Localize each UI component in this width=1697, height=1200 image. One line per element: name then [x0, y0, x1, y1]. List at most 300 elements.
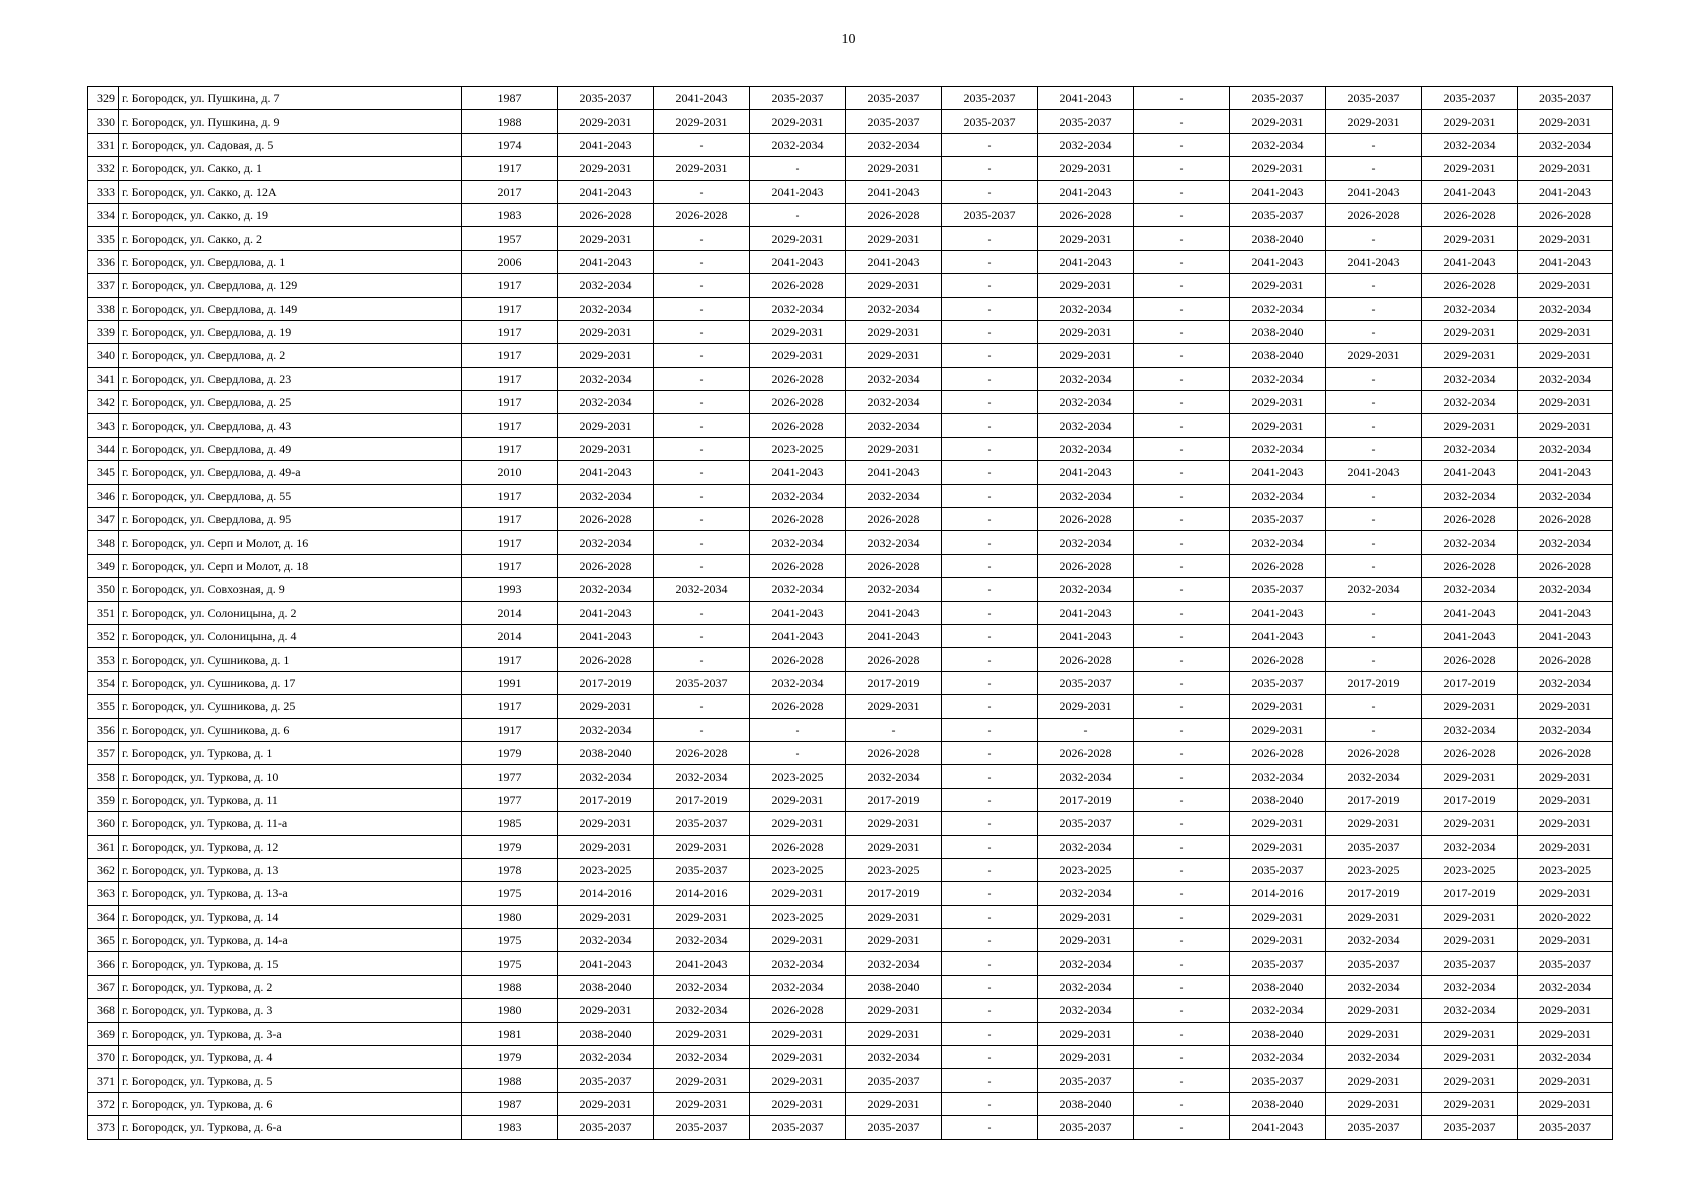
work-period-3-cell: 2032-2034: [750, 297, 846, 320]
work-period-4-cell: 2038-2040: [846, 975, 942, 998]
work-period-4-cell: 2029-2031: [846, 812, 942, 835]
work-period-5-cell: -: [942, 1069, 1038, 1092]
work-period-11-cell: 2029-2031: [1518, 1022, 1613, 1045]
work-period-6-cell: 2032-2034: [1038, 414, 1134, 437]
work-period-3-cell: 2026-2028: [750, 695, 846, 718]
work-period-11-cell: 2029-2031: [1518, 344, 1613, 367]
table-row: [88, 414, 1613, 437]
row-number-cell: 331: [88, 133, 119, 156]
row-number-cell: 369: [88, 1022, 119, 1045]
work-period-7-cell: -: [1134, 905, 1230, 928]
work-period-5-cell: -: [942, 180, 1038, 203]
work-period-6-cell: 2026-2028: [1038, 203, 1134, 226]
work-period-2-cell: -: [654, 274, 750, 297]
work-period-2-cell: 2035-2037: [654, 812, 750, 835]
work-period-3-cell: 2026-2028: [750, 999, 846, 1022]
work-period-2-cell: -: [654, 461, 750, 484]
work-period-3-cell: -: [750, 718, 846, 741]
work-period-11-cell: 2029-2031: [1518, 157, 1613, 180]
work-period-7-cell: -: [1134, 297, 1230, 320]
work-period-9-cell: -: [1326, 437, 1422, 460]
work-period-5-cell: -: [942, 227, 1038, 250]
work-period-9-cell: 2041-2043: [1326, 250, 1422, 273]
table-row: [88, 554, 1613, 577]
work-period-7-cell: -: [1134, 1069, 1230, 1092]
work-period-9-cell: -: [1326, 648, 1422, 671]
work-period-5-cell: -: [942, 718, 1038, 741]
work-period-1-cell: 2032-2034: [558, 929, 654, 952]
work-period-5-cell: -: [942, 297, 1038, 320]
house-address-cell: г. Богородск, ул. Пушкина, д. 7: [119, 87, 462, 110]
work-period-2-cell: 2014-2016: [654, 882, 750, 905]
work-period-1-cell: 2029-2031: [558, 320, 654, 343]
row-number-cell: 341: [88, 367, 119, 390]
table-row: [88, 1069, 1613, 1092]
table-row: [88, 250, 1613, 273]
work-period-8-cell: 2038-2040: [1230, 1022, 1326, 1045]
work-period-2-cell: -: [654, 648, 750, 671]
house-address-cell: г. Богородск, ул. Серп и Молот, д. 18: [119, 554, 462, 577]
work-period-6-cell: 2029-2031: [1038, 905, 1134, 928]
house-address-cell: г. Богородск, ул. Свердлова, д. 25: [119, 391, 462, 414]
work-period-9-cell: 2032-2034: [1326, 975, 1422, 998]
work-period-4-cell: 2029-2031: [846, 929, 942, 952]
work-period-2-cell: -: [654, 531, 750, 554]
work-period-1-cell: 2014-2016: [558, 882, 654, 905]
work-period-10-cell: 2041-2043: [1422, 461, 1518, 484]
table-row: [88, 531, 1613, 554]
work-period-5-cell: -: [942, 367, 1038, 390]
work-period-10-cell: 2035-2037: [1422, 952, 1518, 975]
work-period-3-cell: 2032-2034: [750, 484, 846, 507]
work-period-7-cell: -: [1134, 391, 1230, 414]
work-period-2-cell: 2041-2043: [654, 952, 750, 975]
work-period-1-cell: 2026-2028: [558, 508, 654, 531]
work-period-7-cell: -: [1134, 975, 1230, 998]
work-period-3-cell: 2029-2031: [750, 320, 846, 343]
work-period-8-cell: 2014-2016: [1230, 882, 1326, 905]
work-period-7-cell: -: [1134, 1116, 1230, 1139]
work-period-2-cell: 2029-2031: [654, 905, 750, 928]
work-period-11-cell: 2029-2031: [1518, 274, 1613, 297]
work-period-5-cell: -: [942, 320, 1038, 343]
work-period-4-cell: -: [846, 718, 942, 741]
house-address-cell: г. Богородск, ул. Сушникова, д. 17: [119, 671, 462, 694]
work-period-9-cell: -: [1326, 508, 1422, 531]
work-period-11-cell: 2041-2043: [1518, 250, 1613, 273]
work-period-5-cell: -: [942, 812, 1038, 835]
work-period-3-cell: 2032-2034: [750, 578, 846, 601]
work-period-9-cell: 2029-2031: [1326, 1069, 1422, 1092]
work-period-11-cell: 2032-2034: [1518, 578, 1613, 601]
work-period-5-cell: -: [942, 133, 1038, 156]
table-row: [88, 975, 1613, 998]
work-period-10-cell: 2026-2028: [1422, 274, 1518, 297]
work-period-5-cell: -: [942, 250, 1038, 273]
work-period-4-cell: 2035-2037: [846, 87, 942, 110]
work-period-4-cell: 2029-2031: [846, 695, 942, 718]
work-period-8-cell: 2029-2031: [1230, 110, 1326, 133]
row-number-cell: 363: [88, 882, 119, 905]
work-period-7-cell: -: [1134, 437, 1230, 460]
work-period-6-cell: 2032-2034: [1038, 835, 1134, 858]
work-period-3-cell: 2032-2034: [750, 133, 846, 156]
work-period-6-cell: 2032-2034: [1038, 578, 1134, 601]
work-period-10-cell: 2029-2031: [1422, 344, 1518, 367]
work-period-5-cell: -: [942, 414, 1038, 437]
work-period-11-cell: 2032-2034: [1518, 718, 1613, 741]
row-number-cell: 329: [88, 87, 119, 110]
work-period-1-cell: 2029-2031: [558, 157, 654, 180]
work-period-8-cell: 2035-2037: [1230, 578, 1326, 601]
work-period-2-cell: -: [654, 718, 750, 741]
row-number-cell: 342: [88, 391, 119, 414]
work-period-11-cell: 2041-2043: [1518, 461, 1613, 484]
work-period-9-cell: -: [1326, 624, 1422, 647]
work-period-5-cell: -: [942, 578, 1038, 601]
work-period-8-cell: 2026-2028: [1230, 741, 1326, 764]
work-period-10-cell: 2029-2031: [1422, 1069, 1518, 1092]
work-period-6-cell: 2026-2028: [1038, 554, 1134, 577]
work-period-3-cell: 2032-2034: [750, 975, 846, 998]
work-period-11-cell: 2029-2031: [1518, 1092, 1613, 1115]
work-period-1-cell: 2029-2031: [558, 344, 654, 367]
build-year-cell: 1979: [462, 835, 558, 858]
work-period-9-cell: 2032-2034: [1326, 578, 1422, 601]
work-period-3-cell: 2029-2031: [750, 1046, 846, 1069]
build-year-cell: 1917: [462, 648, 558, 671]
work-period-2-cell: 2029-2031: [654, 835, 750, 858]
row-number-cell: 368: [88, 999, 119, 1022]
build-year-cell: 2006: [462, 250, 558, 273]
work-period-3-cell: 2041-2043: [750, 461, 846, 484]
build-year-cell: 1993: [462, 578, 558, 601]
table-row: [88, 461, 1613, 484]
work-period-3-cell: 2026-2028: [750, 554, 846, 577]
work-period-9-cell: 2017-2019: [1326, 671, 1422, 694]
work-period-11-cell: 2041-2043: [1518, 601, 1613, 624]
work-period-2-cell: -: [654, 391, 750, 414]
work-period-1-cell: 2035-2037: [558, 1116, 654, 1139]
work-period-11-cell: 2041-2043: [1518, 624, 1613, 647]
work-period-7-cell: -: [1134, 461, 1230, 484]
work-period-10-cell: 2029-2031: [1422, 1046, 1518, 1069]
work-period-1-cell: 2035-2037: [558, 87, 654, 110]
build-year-cell: 1917: [462, 437, 558, 460]
work-period-5-cell: -: [942, 788, 1038, 811]
work-period-1-cell: 2041-2043: [558, 180, 654, 203]
work-period-1-cell: 2038-2040: [558, 741, 654, 764]
work-period-11-cell: 2032-2034: [1518, 297, 1613, 320]
work-period-10-cell: 2029-2031: [1422, 414, 1518, 437]
work-period-2-cell: -: [654, 180, 750, 203]
work-period-4-cell: 2029-2031: [846, 227, 942, 250]
table-row: [88, 1046, 1613, 1069]
work-period-6-cell: 2029-2031: [1038, 274, 1134, 297]
work-period-7-cell: -: [1134, 695, 1230, 718]
work-period-2-cell: -: [654, 695, 750, 718]
work-period-7-cell: -: [1134, 601, 1230, 624]
house-address-cell: г. Богородск, ул. Туркова, д. 5: [119, 1069, 462, 1092]
row-number-cell: 333: [88, 180, 119, 203]
house-address-cell: г. Богородск, ул. Туркова, д. 13-а: [119, 882, 462, 905]
work-period-7-cell: -: [1134, 741, 1230, 764]
work-period-7-cell: -: [1134, 765, 1230, 788]
work-period-11-cell: 2032-2034: [1518, 484, 1613, 507]
work-period-3-cell: 2029-2031: [750, 882, 846, 905]
build-year-cell: 1917: [462, 157, 558, 180]
work-period-9-cell: -: [1326, 554, 1422, 577]
work-period-10-cell: 2035-2037: [1422, 87, 1518, 110]
work-period-4-cell: 2041-2043: [846, 624, 942, 647]
work-period-10-cell: 2029-2031: [1422, 1022, 1518, 1045]
work-period-7-cell: -: [1134, 250, 1230, 273]
row-number-cell: 336: [88, 250, 119, 273]
work-period-6-cell: 2041-2043: [1038, 624, 1134, 647]
work-period-9-cell: 2026-2028: [1326, 741, 1422, 764]
work-period-10-cell: 2026-2028: [1422, 741, 1518, 764]
work-period-2-cell: -: [654, 484, 750, 507]
work-period-4-cell: 2029-2031: [846, 274, 942, 297]
work-period-6-cell: 2041-2043: [1038, 250, 1134, 273]
work-period-5-cell: -: [942, 741, 1038, 764]
work-period-2-cell: 2017-2019: [654, 788, 750, 811]
work-period-8-cell: 2029-2031: [1230, 812, 1326, 835]
work-period-3-cell: 2041-2043: [750, 624, 846, 647]
table-row: [88, 812, 1613, 835]
work-period-9-cell: -: [1326, 157, 1422, 180]
build-year-cell: 1981: [462, 1022, 558, 1045]
table-row: [88, 882, 1613, 905]
work-period-5-cell: 2035-2037: [942, 87, 1038, 110]
work-period-7-cell: -: [1134, 1022, 1230, 1045]
work-period-2-cell: -: [654, 344, 750, 367]
work-period-8-cell: 2041-2043: [1230, 250, 1326, 273]
work-period-10-cell: 2032-2034: [1422, 999, 1518, 1022]
work-period-5-cell: -: [942, 671, 1038, 694]
work-period-5-cell: -: [942, 157, 1038, 180]
work-period-7-cell: -: [1134, 508, 1230, 531]
work-period-6-cell: 2017-2019: [1038, 788, 1134, 811]
work-period-11-cell: 2023-2025: [1518, 858, 1613, 881]
table-row: [88, 344, 1613, 367]
work-period-5-cell: -: [942, 952, 1038, 975]
house-address-cell: г. Богородск, ул. Свердлова, д. 1: [119, 250, 462, 273]
work-period-6-cell: 2032-2034: [1038, 882, 1134, 905]
build-year-cell: 1979: [462, 741, 558, 764]
work-period-11-cell: 2032-2034: [1518, 1046, 1613, 1069]
house-address-cell: г. Богородск, ул. Туркова, д. 4: [119, 1046, 462, 1069]
row-number-cell: 335: [88, 227, 119, 250]
work-period-10-cell: 2041-2043: [1422, 250, 1518, 273]
row-number-cell: 371: [88, 1069, 119, 1092]
work-period-6-cell: 2029-2031: [1038, 227, 1134, 250]
table-row: [88, 203, 1613, 226]
work-period-1-cell: 2041-2043: [558, 624, 654, 647]
work-period-11-cell: 2035-2037: [1518, 952, 1613, 975]
work-period-7-cell: -: [1134, 835, 1230, 858]
work-period-1-cell: 2029-2031: [558, 1092, 654, 1115]
work-period-8-cell: 2041-2043: [1230, 1116, 1326, 1139]
work-period-11-cell: 2029-2031: [1518, 765, 1613, 788]
work-period-3-cell: -: [750, 741, 846, 764]
work-period-11-cell: 2026-2028: [1518, 648, 1613, 671]
house-address-cell: г. Богородск, ул. Туркова, д. 10: [119, 765, 462, 788]
house-address-cell: г. Богородск, ул. Сушникова, д. 6: [119, 718, 462, 741]
build-year-cell: 1991: [462, 671, 558, 694]
work-period-2-cell: 2041-2043: [654, 87, 750, 110]
house-address-cell: г. Богородск, ул. Свердлова, д. 95: [119, 508, 462, 531]
work-period-7-cell: -: [1134, 414, 1230, 437]
table-row: [88, 905, 1613, 928]
work-period-6-cell: 2026-2028: [1038, 741, 1134, 764]
work-period-1-cell: 2032-2034: [558, 274, 654, 297]
house-address-cell: г. Богородск, ул. Солоницына, д. 4: [119, 624, 462, 647]
work-period-5-cell: -: [942, 391, 1038, 414]
work-period-5-cell: 2035-2037: [942, 203, 1038, 226]
work-period-6-cell: 2032-2034: [1038, 999, 1134, 1022]
work-period-11-cell: 2032-2034: [1518, 671, 1613, 694]
work-period-8-cell: 2029-2031: [1230, 695, 1326, 718]
row-number-cell: 357: [88, 741, 119, 764]
row-number-cell: 354: [88, 671, 119, 694]
work-period-10-cell: 2029-2031: [1422, 812, 1518, 835]
work-period-5-cell: -: [942, 765, 1038, 788]
work-period-1-cell: 2032-2034: [558, 391, 654, 414]
work-period-8-cell: 2032-2034: [1230, 484, 1326, 507]
house-address-cell: г. Богородск, ул. Туркова, д. 3: [119, 999, 462, 1022]
work-period-1-cell: 2041-2043: [558, 601, 654, 624]
row-number-cell: 351: [88, 601, 119, 624]
house-address-cell: г. Богородск, ул. Сушникова, д. 1: [119, 648, 462, 671]
work-period-11-cell: 2029-2031: [1518, 695, 1613, 718]
work-period-7-cell: -: [1134, 554, 1230, 577]
row-number-cell: 364: [88, 905, 119, 928]
work-period-8-cell: 2032-2034: [1230, 999, 1326, 1022]
table-row: [88, 274, 1613, 297]
work-period-1-cell: 2029-2031: [558, 437, 654, 460]
build-year-cell: 2014: [462, 601, 558, 624]
work-period-7-cell: -: [1134, 320, 1230, 343]
build-year-cell: 1980: [462, 999, 558, 1022]
work-period-5-cell: -: [942, 437, 1038, 460]
work-period-6-cell: 2023-2025: [1038, 858, 1134, 881]
work-period-1-cell: 2032-2034: [558, 578, 654, 601]
row-number-cell: 372: [88, 1092, 119, 1115]
work-period-10-cell: 2032-2034: [1422, 484, 1518, 507]
work-period-8-cell: 2038-2040: [1230, 227, 1326, 250]
work-period-3-cell: 2023-2025: [750, 437, 846, 460]
work-period-6-cell: 2032-2034: [1038, 765, 1134, 788]
house-address-cell: г. Богородск, ул. Туркова, д. 13: [119, 858, 462, 881]
house-address-cell: г. Богородск, ул. Свердлова, д. 49-а: [119, 461, 462, 484]
build-year-cell: 1988: [462, 110, 558, 133]
row-number-cell: 352: [88, 624, 119, 647]
work-period-6-cell: 2029-2031: [1038, 157, 1134, 180]
house-address-cell: г. Богородск, ул. Сакко, д. 1: [119, 157, 462, 180]
repair-schedule-table: [87, 86, 1613, 1140]
work-period-9-cell: -: [1326, 367, 1422, 390]
row-number-cell: 339: [88, 320, 119, 343]
work-period-9-cell: 2041-2043: [1326, 180, 1422, 203]
build-year-cell: 1987: [462, 87, 558, 110]
work-period-10-cell: 2026-2028: [1422, 648, 1518, 671]
work-period-11-cell: 2029-2031: [1518, 320, 1613, 343]
work-period-7-cell: -: [1134, 344, 1230, 367]
table-row: [88, 578, 1613, 601]
work-period-8-cell: 2041-2043: [1230, 624, 1326, 647]
work-period-1-cell: 2026-2028: [558, 648, 654, 671]
work-period-8-cell: 2038-2040: [1230, 788, 1326, 811]
table-body: [88, 87, 1613, 1140]
work-period-10-cell: 2026-2028: [1422, 508, 1518, 531]
build-year-cell: 1957: [462, 227, 558, 250]
build-year-cell: 1985: [462, 812, 558, 835]
work-period-4-cell: 2032-2034: [846, 531, 942, 554]
work-period-6-cell: 2032-2034: [1038, 484, 1134, 507]
work-period-10-cell: 2017-2019: [1422, 882, 1518, 905]
work-period-2-cell: 2032-2034: [654, 765, 750, 788]
work-period-4-cell: 2032-2034: [846, 765, 942, 788]
work-period-9-cell: -: [1326, 695, 1422, 718]
work-period-4-cell: 2026-2028: [846, 203, 942, 226]
work-period-11-cell: 2029-2031: [1518, 788, 1613, 811]
work-period-2-cell: 2035-2037: [654, 671, 750, 694]
work-period-2-cell: -: [654, 554, 750, 577]
work-period-2-cell: 2026-2028: [654, 203, 750, 226]
work-period-6-cell: 2035-2037: [1038, 671, 1134, 694]
work-period-10-cell: 2032-2034: [1422, 531, 1518, 554]
work-period-9-cell: 2035-2037: [1326, 952, 1422, 975]
work-period-1-cell: 2029-2031: [558, 999, 654, 1022]
table-row: [88, 227, 1613, 250]
build-year-cell: 1983: [462, 203, 558, 226]
build-year-cell: 1917: [462, 367, 558, 390]
work-period-8-cell: 2038-2040: [1230, 344, 1326, 367]
work-period-8-cell: 2029-2031: [1230, 157, 1326, 180]
table-row: [88, 367, 1613, 390]
work-period-9-cell: -: [1326, 227, 1422, 250]
work-period-8-cell: 2035-2037: [1230, 858, 1326, 881]
work-period-11-cell: 2032-2034: [1518, 975, 1613, 998]
table-row: [88, 952, 1613, 975]
table-row: [88, 508, 1613, 531]
house-address-cell: г. Богородск, ул. Сакко, д. 2: [119, 227, 462, 250]
row-number-cell: 337: [88, 274, 119, 297]
work-period-3-cell: 2041-2043: [750, 601, 846, 624]
work-period-4-cell: 2017-2019: [846, 882, 942, 905]
work-period-10-cell: 2041-2043: [1422, 601, 1518, 624]
work-period-5-cell: -: [942, 929, 1038, 952]
build-year-cell: 1917: [462, 554, 558, 577]
work-period-3-cell: 2029-2031: [750, 812, 846, 835]
work-period-4-cell: 2029-2031: [846, 437, 942, 460]
table-row: [88, 718, 1613, 741]
house-address-cell: г. Богородск, ул. Туркова, д. 12: [119, 835, 462, 858]
build-year-cell: 1917: [462, 320, 558, 343]
table-row: [88, 788, 1613, 811]
work-period-11-cell: 2032-2034: [1518, 437, 1613, 460]
work-period-9-cell: 2041-2043: [1326, 461, 1422, 484]
row-number-cell: 343: [88, 414, 119, 437]
work-period-5-cell: -: [942, 1022, 1038, 1045]
build-year-cell: 1917: [462, 718, 558, 741]
work-period-8-cell: 2041-2043: [1230, 180, 1326, 203]
table-row: [88, 999, 1613, 1022]
work-period-10-cell: 2032-2034: [1422, 391, 1518, 414]
row-number-cell: 356: [88, 718, 119, 741]
house-address-cell: г. Богородск, ул. Свердлова, д. 149: [119, 297, 462, 320]
